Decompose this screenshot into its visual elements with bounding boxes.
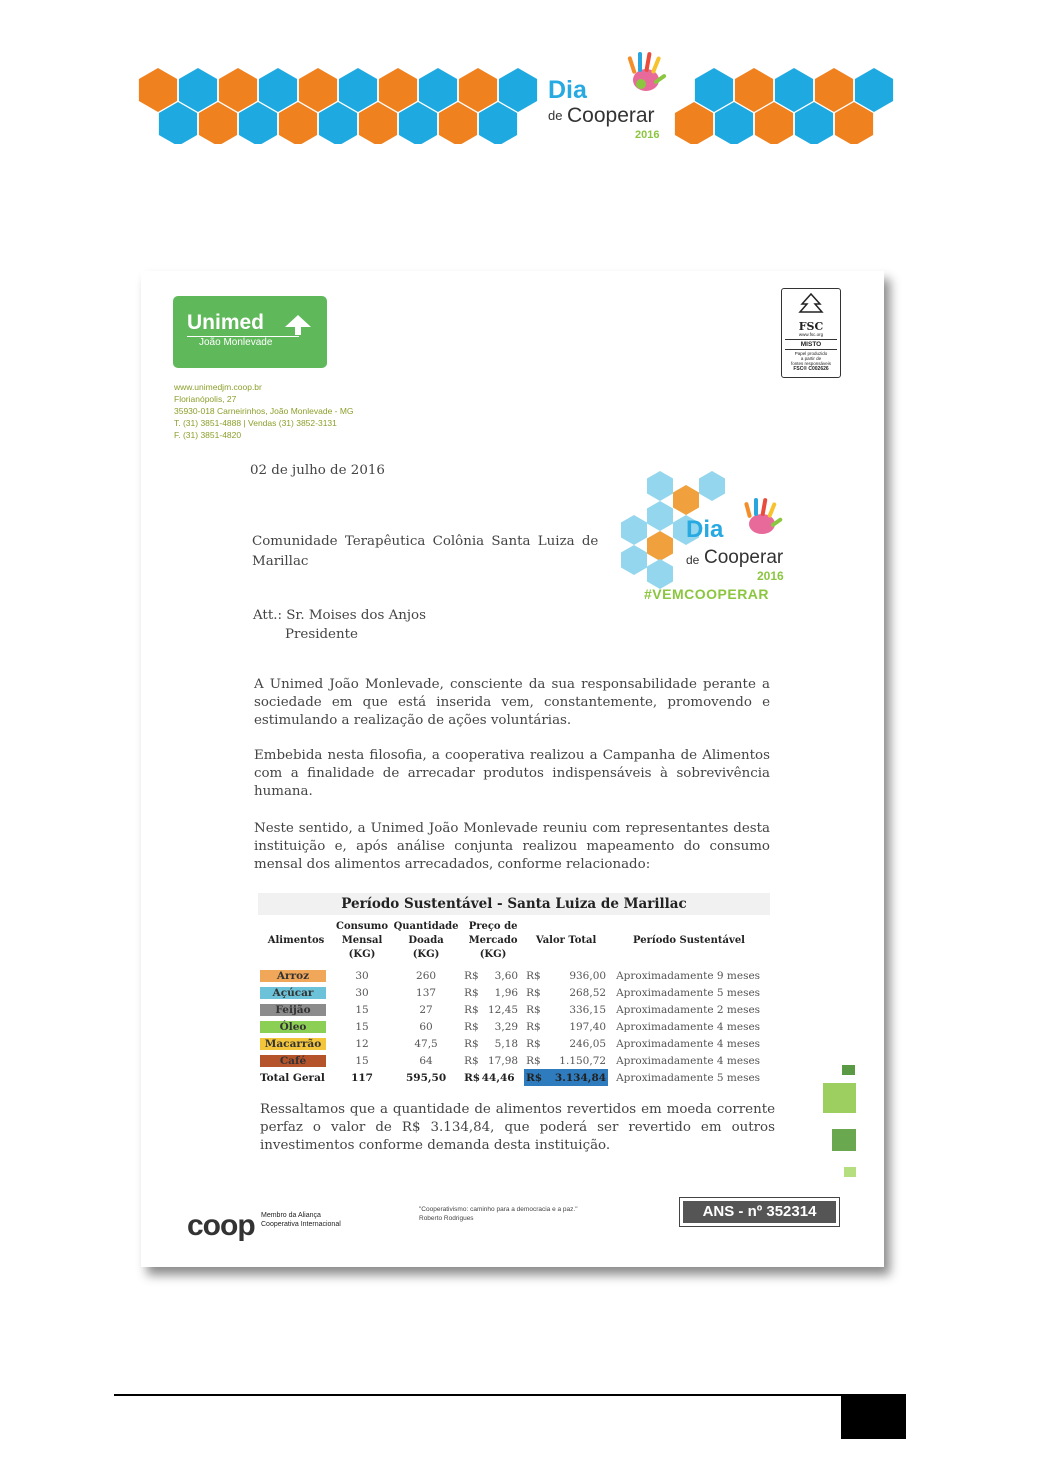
food-cell xyxy=(258,984,334,1001)
hexagon-shape xyxy=(621,545,647,575)
campaign-hand-icon xyxy=(738,498,794,538)
footer-quote xyxy=(419,1205,578,1223)
periodo-cell: Aproximadamente 2 meses xyxy=(616,1003,761,1016)
header-quantidade xyxy=(390,915,462,967)
paragraph-1: A Unimed João Monlevade, consciente da sua responsabilidade perante a sociedade em que está inserida vem, constantemente, promovendo e estimulando a realização de ações voluntárias. xyxy=(254,677,770,728)
fsc-site: www.fsc.org xyxy=(798,332,824,337)
valor-currency: R$ xyxy=(526,986,541,999)
hexagon-shape xyxy=(795,102,833,144)
contact-fax: F. (31) 3851-4820 xyxy=(174,430,242,440)
header-quantidade-3: (KG) xyxy=(412,949,440,960)
total-consumo: 117 xyxy=(351,1071,373,1084)
campaign-logo-cooperar: Cooperar xyxy=(704,547,784,568)
consumo-cell: 15 xyxy=(355,1003,369,1016)
total-preco-value: 44,46 xyxy=(481,1071,515,1084)
consumo-cell: 12 xyxy=(355,1037,369,1050)
header-banner xyxy=(138,48,894,144)
hexagon-shape xyxy=(459,68,497,112)
deco-square-2 xyxy=(823,1083,856,1113)
doada-cell: 60 xyxy=(419,1020,433,1033)
fsc-desc-2: a partir de xyxy=(800,356,822,361)
hexagon-shape xyxy=(199,102,237,144)
hexagon-shape xyxy=(479,102,517,144)
header-preco-1: Preço de xyxy=(468,921,518,932)
valor-value: 197,40 xyxy=(569,1020,607,1033)
table-row xyxy=(258,967,770,984)
table-row xyxy=(258,1052,770,1069)
page-footer-line xyxy=(114,1394,906,1396)
banner-logo-dia: Dia xyxy=(548,76,587,104)
food-label: Açúcar xyxy=(260,987,326,999)
food-cell xyxy=(258,1001,334,1018)
banner-logo-de: de xyxy=(548,108,563,123)
total-doada: 595,50 xyxy=(405,1071,447,1084)
coop-member-text xyxy=(261,1211,341,1229)
scanned-letter xyxy=(141,271,884,1267)
doada-cell: 47,5 xyxy=(414,1037,438,1050)
doada-cell: 260 xyxy=(416,969,437,982)
hexagon-shape xyxy=(673,485,699,515)
fsc-label: FSC xyxy=(798,320,824,333)
hexagon-shape xyxy=(755,102,793,144)
valor-currency: R$ xyxy=(526,969,541,982)
valor-currency: R$ xyxy=(526,1037,541,1050)
coop-member-line-2: Cooperativa Internacional xyxy=(261,1221,341,1228)
total-preco-currency: R$ xyxy=(464,1071,481,1084)
paragraph-2: Embebida nesta filosofia, a cooperativa realizou a Campanha de Alimentos com a finalidade de arrecadar produtos indispensáveis à sobrevivência humana. xyxy=(254,748,770,799)
food-table xyxy=(258,893,770,1086)
recipient-line-2: Marillac xyxy=(252,554,309,569)
table-title: Período Sustentável - Santa Luiza de Marillac xyxy=(258,893,770,915)
campaign-logo xyxy=(618,466,798,606)
footer-quote-author: Roberto Rodrigues xyxy=(419,1215,474,1222)
table-row xyxy=(258,1035,770,1052)
hexagon-shape xyxy=(419,68,457,112)
hexagon-shape xyxy=(399,102,437,144)
valor-cell xyxy=(524,967,608,984)
header-consumo-3: (KG) xyxy=(348,949,376,960)
consumo-cell: 30 xyxy=(355,969,369,982)
ans-number: ANS - nº 352314 xyxy=(683,1201,836,1223)
valor-currency: R$ xyxy=(526,1020,541,1033)
table-row xyxy=(258,1018,770,1035)
valor-value: 246,05 xyxy=(569,1037,607,1050)
page-number-box xyxy=(841,1396,906,1439)
total-preco xyxy=(462,1069,524,1086)
valor-cell xyxy=(524,1052,608,1069)
valor-cell xyxy=(524,984,608,1001)
valor-value: 1.150,72 xyxy=(559,1054,607,1067)
unimed-logo xyxy=(173,296,327,368)
hexagon-shape xyxy=(219,68,257,112)
valor-cell xyxy=(524,1035,608,1052)
unimed-name: Unimed xyxy=(187,311,265,334)
food-label: Macarrão xyxy=(260,1038,326,1050)
hexagon-shape xyxy=(379,68,417,112)
preco-currency: R$ xyxy=(464,1020,479,1033)
preco-cell xyxy=(462,967,524,984)
hexagon-shape xyxy=(695,68,733,112)
campaign-hashtag: #VEMCOOPERAR xyxy=(644,586,770,602)
hexagon-shape xyxy=(239,102,277,144)
valor-value: 336,15 xyxy=(569,1003,607,1016)
fsc-code: FSC® C002626 xyxy=(793,366,829,372)
contact-website: www.unimedjm.coop.br xyxy=(174,382,262,392)
header-quantidade-2: Doada xyxy=(408,935,444,946)
campaign-logo-de: de xyxy=(686,553,700,567)
food-label: Feijão xyxy=(260,1004,326,1016)
valor-value: 268,52 xyxy=(569,986,607,999)
hexagon-shape xyxy=(647,531,673,561)
preco-value: 17,98 xyxy=(488,1054,519,1067)
header-alimentos: Alimentos xyxy=(267,935,325,946)
coop-logo: coop xyxy=(187,1209,255,1242)
preco-value: 12,45 xyxy=(488,1003,519,1016)
recipient-line-1: Comunidade Terapêutica Colônia Santa Luiza de xyxy=(252,534,599,549)
total-valor-currency: R$ xyxy=(526,1071,543,1084)
food-cell xyxy=(258,1035,334,1052)
hexagon-shape xyxy=(835,102,873,144)
hexagon-shape xyxy=(359,102,397,144)
unimed-tree-icon xyxy=(283,315,313,335)
hexagon-shape xyxy=(647,471,673,501)
header-consumo-1: Consumo xyxy=(336,921,389,932)
hexagon-shape xyxy=(647,559,673,589)
hexagon-shape xyxy=(299,68,337,112)
deco-square-1 xyxy=(842,1065,855,1075)
preco-cell xyxy=(462,1052,524,1069)
paragraph-4: Ressaltamos que a quantidade de alimentos revertidos em moeda corrente perfaz o valor de R$ 3.134,84, que poderá ser revertido em outros investimentos conforme demanda desta instituição. xyxy=(260,1102,775,1153)
food-cell xyxy=(258,1052,334,1069)
contact-street: Florianópolis, 27 xyxy=(174,394,237,404)
preco-currency: R$ xyxy=(464,986,479,999)
hexagon-shape xyxy=(699,471,725,501)
header-preco-2: Mercado xyxy=(468,935,518,946)
banner-logo-year: 2016 xyxy=(635,129,660,141)
hand-icon xyxy=(627,52,667,91)
food-label: Arroz xyxy=(260,970,326,982)
periodo-cell: Aproximadamente 4 meses xyxy=(616,1054,761,1067)
food-label: Café xyxy=(260,1055,326,1067)
hexagon-shape xyxy=(647,501,673,531)
hexagon-shape xyxy=(159,102,197,144)
hexagon-shape xyxy=(319,102,357,144)
fsc-desc-1: Papel produzido xyxy=(794,351,828,356)
attention-line: Att.: Sr. Moises dos Anjos xyxy=(253,608,426,623)
header-periodo: Período Sustentável xyxy=(633,935,745,946)
table-row xyxy=(258,984,770,1001)
food-cell xyxy=(258,967,334,984)
valor-currency: R$ xyxy=(526,1003,541,1016)
doada-cell: 64 xyxy=(419,1054,433,1067)
food-label: Óleo xyxy=(260,1021,326,1033)
periodo-cell: Aproximadamente 4 meses xyxy=(616,1020,761,1033)
table-row xyxy=(258,1001,770,1018)
preco-currency: R$ xyxy=(464,1037,479,1050)
consumo-cell: 30 xyxy=(355,986,369,999)
attention-title: Presidente xyxy=(285,627,358,642)
deco-square-4 xyxy=(844,1167,856,1177)
preco-cell xyxy=(462,1035,524,1052)
fsc-certification xyxy=(781,288,841,378)
food-data-table xyxy=(258,915,770,1086)
header-quantidade-1: Quantidade xyxy=(393,921,459,932)
contact-phone: T. (31) 3851-4888 | Vendas (31) 3852-3131 xyxy=(174,418,337,428)
deco-square-3 xyxy=(832,1129,856,1151)
preco-value: 3,29 xyxy=(494,1020,519,1033)
total-label: Total Geral xyxy=(260,1071,325,1084)
preco-value: 1,96 xyxy=(494,986,519,999)
campaign-logo-dia: Dia xyxy=(686,516,724,543)
valor-cell xyxy=(524,1018,608,1035)
hexagon-pattern xyxy=(138,48,894,144)
hexagon-shape xyxy=(815,68,853,112)
doada-cell: 27 xyxy=(419,1003,433,1016)
preco-currency: R$ xyxy=(464,969,479,982)
coop-member-line-1: Membro da Aliança xyxy=(261,1212,321,1219)
campaign-logo-year: 2016 xyxy=(757,569,784,583)
preco-currency: R$ xyxy=(464,1003,479,1016)
periodo-cell: Aproximadamente 9 meses xyxy=(616,969,761,982)
header-preco-3: (KG) xyxy=(479,949,507,960)
hexagon-shape xyxy=(499,68,537,112)
hexagon-shape xyxy=(179,68,217,112)
preco-cell xyxy=(462,984,524,1001)
valor-value: 936,00 xyxy=(569,969,607,982)
hexagon-shape xyxy=(715,102,753,144)
hexagon-shape xyxy=(259,68,297,112)
header-preco xyxy=(462,915,524,967)
food-cell xyxy=(258,1018,334,1035)
footer-quote-text: "Cooperativismo: caminho para a democracia e a paz." xyxy=(419,1206,578,1213)
header-consumo xyxy=(334,915,390,967)
hexagon-shape xyxy=(775,68,813,112)
header-consumo-2: Mensal xyxy=(341,935,383,946)
letter-date: 02 de julho de 2016 xyxy=(250,463,385,478)
consumo-cell: 15 xyxy=(355,1020,369,1033)
hexagon-shape xyxy=(621,515,647,545)
preco-value: 3,60 xyxy=(494,969,519,982)
preco-value: 5,18 xyxy=(494,1037,519,1050)
unimed-city: João Monlevade xyxy=(199,337,273,348)
periodo-cell: Aproximadamente 5 meses xyxy=(616,986,761,999)
preco-currency: R$ xyxy=(464,1054,479,1067)
doada-cell: 137 xyxy=(416,986,437,999)
valor-currency: R$ xyxy=(526,1054,541,1067)
valor-cell xyxy=(524,1001,608,1018)
preco-cell xyxy=(462,1018,524,1035)
consumo-cell: 15 xyxy=(355,1054,369,1067)
fsc-desc-3: fontes responsáveis xyxy=(790,361,832,366)
periodo-cell: Aproximadamente 4 meses xyxy=(616,1037,761,1050)
hexagon-shape xyxy=(279,102,317,144)
contact-address: 35930-018 Carneirinhos, João Monlevade - MG xyxy=(174,406,354,416)
hexagon-shape xyxy=(855,68,893,112)
total-valor xyxy=(524,1069,608,1086)
fsc-tree-icon xyxy=(796,292,826,316)
table-total-row xyxy=(258,1069,770,1086)
fsc-type: MISTO xyxy=(785,339,837,350)
banner-logo-cooperar: Cooperar xyxy=(567,104,655,127)
total-valor-value: 3.134,84 xyxy=(554,1071,607,1084)
hexagon-shape xyxy=(339,68,377,112)
hexagon-shape xyxy=(735,68,773,112)
total-periodo: Aproximadamente 5 meses xyxy=(616,1071,761,1084)
preco-cell xyxy=(462,1001,524,1018)
ans-badge xyxy=(679,1197,840,1227)
hexagon-shape xyxy=(675,102,713,144)
paragraph-3: Neste sentido, a Unimed João Monlevade reuniu com representantes desta instituição e, após análise conjunta realizou mapeamento do consumo mensal dos alimentos arrecadados, conforme relacionado: xyxy=(254,821,770,872)
hexagon-shape xyxy=(139,68,177,112)
hexagon-shape xyxy=(439,102,477,144)
header-valor: Valor Total xyxy=(535,935,597,946)
